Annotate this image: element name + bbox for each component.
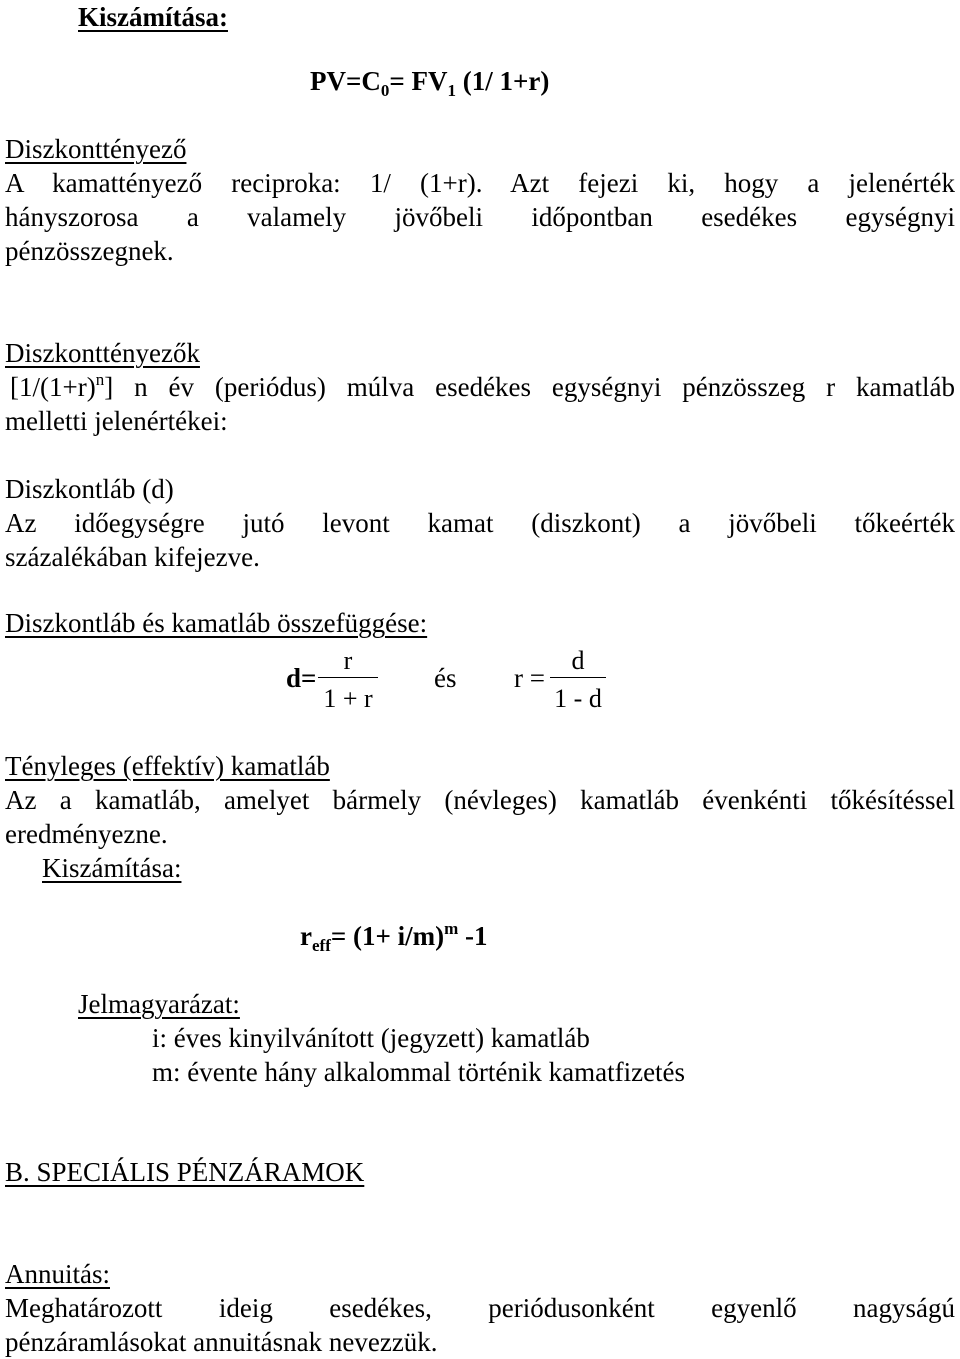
discount-factor-heading: Diszkonttényező: [5, 134, 187, 164]
pv-formula-sub1: 1: [447, 81, 457, 100]
fraction-r-denominator: 1 - d: [554, 684, 602, 713]
discount-factor-line-2: hányszorosa a valamely jövőbeli időpontban esedékes egységnyi: [5, 202, 955, 232]
pv-formula-pre: PV=C: [310, 66, 381, 96]
discount-rate-line-1: Az időegységre jutó levont kamat (diszkont) a jövőbeli tőkeérték: [5, 508, 955, 538]
discount-factors-heading: Diszkonttényezők: [5, 338, 200, 368]
fraction-r-numerator: d: [571, 646, 585, 675]
annuity-line-1: Meghatározott ideig esedékes, periódusonként egyenlő nagyságú: [5, 1293, 955, 1323]
discount-rate-line-2: százalékában kifejezve.: [5, 542, 260, 572]
legend-heading: Jelmagyarázat:: [78, 989, 240, 1019]
relation-heading: Diszkontláb és kamatláb összefüggése:: [5, 608, 428, 638]
legend-item-i: i: éves kinyilvánított (jegyzett) kamatláb: [152, 1023, 590, 1053]
pv-formula-sub0: 0: [380, 81, 390, 100]
and-label: és: [434, 663, 457, 693]
fraction-d: [318, 644, 378, 716]
discount-factor-line-1: A kamattényező reciproka: 1/ (1+r). Azt fejezi ki, hogy a jelenérték: [5, 168, 955, 198]
legend-item-m: m: évente hány alkalommal történik kamatfizetés: [152, 1057, 686, 1087]
calculation-heading: Kiszámítása:: [78, 2, 228, 32]
reff-formula: [300, 919, 488, 953]
reff-pre: r: [300, 921, 312, 951]
annuity-line-2: pénzáramlásokat annuitásnak nevezzük.: [5, 1327, 438, 1357]
discount-factors-post: ] n év (periódus) múlva esedékes egységnyi pénzösszeg r kamatláb: [104, 372, 955, 402]
fraction-r-bar: [550, 677, 606, 678]
effective-rate-line-2: eredményezne.: [5, 819, 168, 849]
fraction-d-bar: [318, 677, 378, 678]
pv-formula-post: (1/ 1+r): [456, 66, 550, 96]
discount-factors-pre: [1/(1+r): [10, 372, 96, 402]
pv-formula-mid: = FV: [389, 66, 448, 96]
discount-factors-line-2: melletti jelenértékei:: [5, 406, 228, 436]
effective-rate-line-1: Az a kamatláb, amelyet bármely (névleges) kamatláb évenkénti tőkésítéssel: [5, 785, 955, 815]
reff-post: -1: [458, 921, 488, 951]
discount-factor-line-3: pénzösszegnek.: [5, 236, 174, 266]
reff-sup: m: [444, 919, 459, 938]
effective-calc-heading: Kiszámítása:: [42, 853, 182, 883]
annuity-heading: Annuitás:: [5, 1259, 110, 1289]
discount-factors-sup: n: [95, 370, 105, 389]
discount-rate-heading: Diszkontláb (d): [5, 474, 174, 504]
fraction-d-denominator: 1 + r: [323, 684, 373, 713]
pv-formula: [310, 64, 549, 98]
fraction-d-numerator: r: [343, 646, 353, 675]
fraction-r: [550, 644, 606, 716]
section-b-heading: B. SPECIÁLIS PÉNZÁRAMOK: [5, 1157, 365, 1187]
discount-factors-line-1: [10, 370, 955, 404]
reff-mid: = (1+ i/m): [330, 921, 445, 951]
effective-rate-heading: Tényleges (effektív) kamatláb: [5, 751, 330, 781]
d-label: d=: [286, 663, 317, 693]
r-label: r =: [514, 663, 545, 693]
reff-sub: eff: [311, 936, 331, 955]
